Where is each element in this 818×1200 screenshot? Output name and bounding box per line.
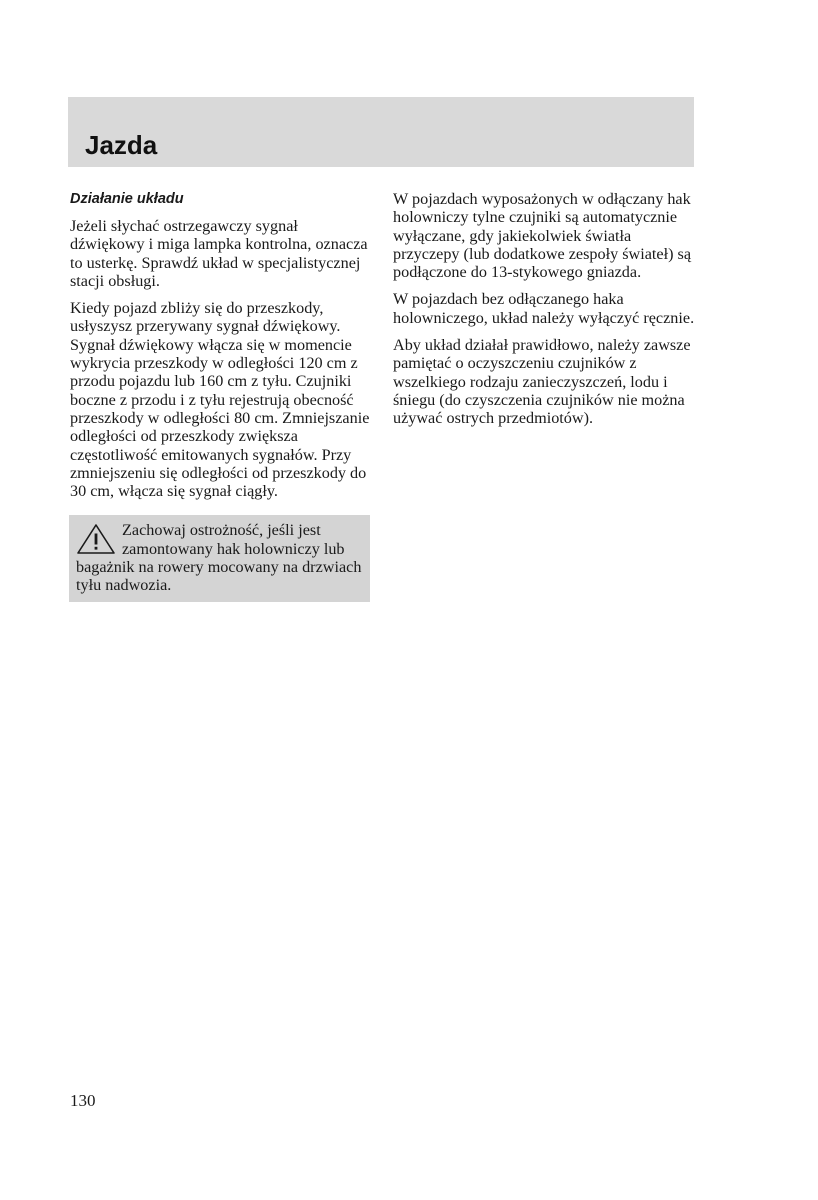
paragraph: W pojazdach bez odłączanego haka holowniczego, układ należy wyłączyć ręcznie. bbox=[393, 290, 695, 327]
warning-box bbox=[69, 515, 370, 601]
section-header-band bbox=[68, 97, 694, 167]
right-column bbox=[393, 190, 698, 437]
left-column bbox=[70, 190, 370, 602]
paragraph: Kiedy pojazd zbliży się do przeszkody, usłyszysz przerywany sygnał dźwiękowy. Sygnał dźwiękowy włącza się w momencie wykrycia przeszkody w odległości 120 cm z przodu pojazdu lub 160 cm z tyłu. Czujniki boczne z przodu i z tyłu rejestrują obecność przeszkody w odległości 80 cm. Zmniejszanie odległości od przeszkody zwiększa częstotliwość emitowanych sygnałów. Przy zmniejszeniu się odległości od przeszkody do 30 cm, włącza się sygnał ciągły. bbox=[70, 299, 370, 501]
paragraph: W pojazdach wyposażonych w odłączany hak holowniczy tylne czujniki są automatycznie wyłączane, gdy jakiekolwiek światła przyczepy (lub dodatkowe zespoły świateł) są podłączone do 13-stykowego gniazda. bbox=[393, 190, 692, 282]
subsection-heading: Działanie układu bbox=[70, 191, 184, 207]
warning-text: Zachowaj ostrożność, jeśli jest zamontowany hak holowniczy lub bagażnik na rowery mocowany na drzwiach tyłu nadwozia. bbox=[76, 521, 362, 595]
warning-triangle-icon bbox=[76, 523, 116, 555]
paragraph: Aby układ działał prawidłowo, należy zawsze pamiętać o oczyszczeniu czujników z wszelkiego rodzaju zanieczyszczeń, lodu i śniegu (do czyszczenia czujników nie można używać ostrych przedmiotów). bbox=[393, 336, 691, 428]
paragraph: Jeżeli słychać ostrzegawczy sygnał dźwiękowy i miga lampka kontrolna, oznacza to usterkę. Sprawdź układ w specjalistycznej stacji obsługi. bbox=[70, 217, 368, 290]
section-title: Jazda bbox=[85, 130, 158, 160]
page-number: 130 bbox=[70, 1091, 96, 1110]
